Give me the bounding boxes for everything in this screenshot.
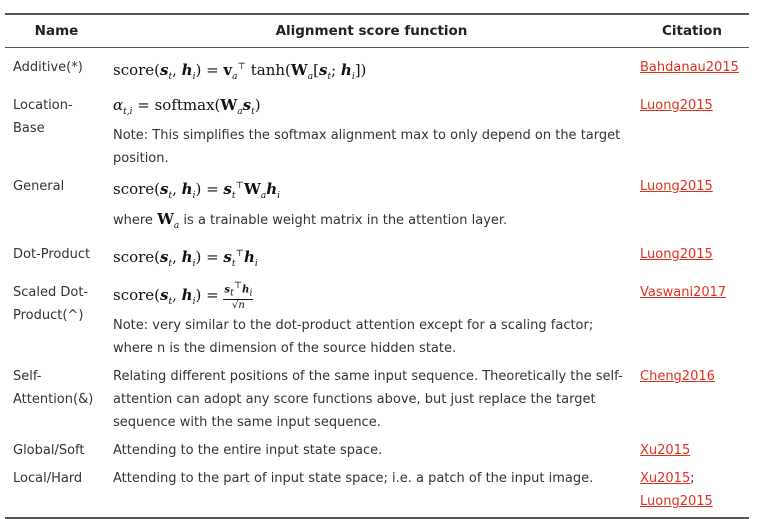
header-function: Alignment score function [108,14,635,48]
row-note: Attending to the part of input state space; i.e. a patch of the input image. [113,471,594,487]
citation-link[interactable]: Xu2015 [640,471,691,487]
header-name: Name [5,14,108,48]
header-row [5,14,749,48]
row-name: Additive(*) [13,60,83,75]
row-citation [635,89,749,170]
table-row [5,48,749,90]
row-name: Local/Hard [5,462,108,518]
row-note: Relating different positions of the same input sequence. Theoretically the self-attention can adopt any score functions above, but just replace the target sequence with the same input sequence. [113,369,623,431]
table-row [5,276,749,360]
citation-separator: ; [690,471,695,487]
row-citation [635,238,749,276]
citation-link[interactable]: Xu2015 [640,443,691,459]
citation-link[interactable]: Cheng2016 [640,369,715,385]
score-formula: $score(s_t$, $h_i) = v_a^⊤$ $\tanh(W_a[s_t$; $h_i$]) [113,61,367,82]
row-citation [635,434,749,462]
score-formula: $score(s_t$, $h_i$) = $\frac{s_t^⊤h_i}{√n}$ [113,281,253,312]
citation-link[interactable]: Luong2015 [640,179,713,194]
row-name: Scaled Dot-Product(^) [13,285,89,323]
citation-link[interactable]: Luong2015 [640,98,713,113]
row-note: where $W_a$ is a trainable weight matrix in the attention layer. [113,210,508,231]
row-citation [635,360,749,434]
alignment-score-table [5,13,749,519]
row-function [108,48,635,90]
table-row [5,434,749,462]
row-name: Self-Attention(&) [13,369,94,408]
row-citation [635,462,749,518]
table-row [5,238,749,276]
row-function [108,276,635,360]
table-row [5,170,749,238]
score-formula: $score(s_t$, $h_i) = s_t^⊤W_ah_i$ [113,180,280,201]
table-row [5,462,749,518]
row-name: General [13,179,65,194]
row-citation [635,170,749,238]
row-citation [635,276,749,360]
score-formula: $\alpha_{t,i}$ = $softmax(W_as_t)$ [113,96,261,117]
row-function [108,462,635,518]
row-name: Location-Base [13,98,73,136]
row-citation [635,48,749,90]
row-note: Note: This simplifies the softmax alignment max to only depend on the target position. [113,128,621,166]
row-function [108,360,635,434]
row-note: Note: very similar to the dot-product attention except for a scaling factor; where n is the dimension of the source hidden state. [113,318,594,357]
row-name: Global/Soft [13,443,85,459]
citation-link[interactable]: Vaswani2017 [640,285,727,300]
citation-link[interactable]: Bahdanau2015 [640,60,739,75]
table-row [5,360,749,434]
row-function [108,238,635,276]
row-function [108,434,635,462]
row-function [108,89,635,170]
header-citation: Citation [635,14,749,48]
citation-link[interactable]: Luong2015 [640,247,713,262]
row-note: Attending to the entire input state space. [113,443,383,459]
table-row [5,89,749,170]
row-function [108,170,635,238]
row-name: Dot-Product [13,247,91,262]
score-formula: $score(s_t$, $h_i) = s_t^⊤h_i$ [113,248,258,269]
citation-link[interactable]: Luong2015 [640,494,713,510]
